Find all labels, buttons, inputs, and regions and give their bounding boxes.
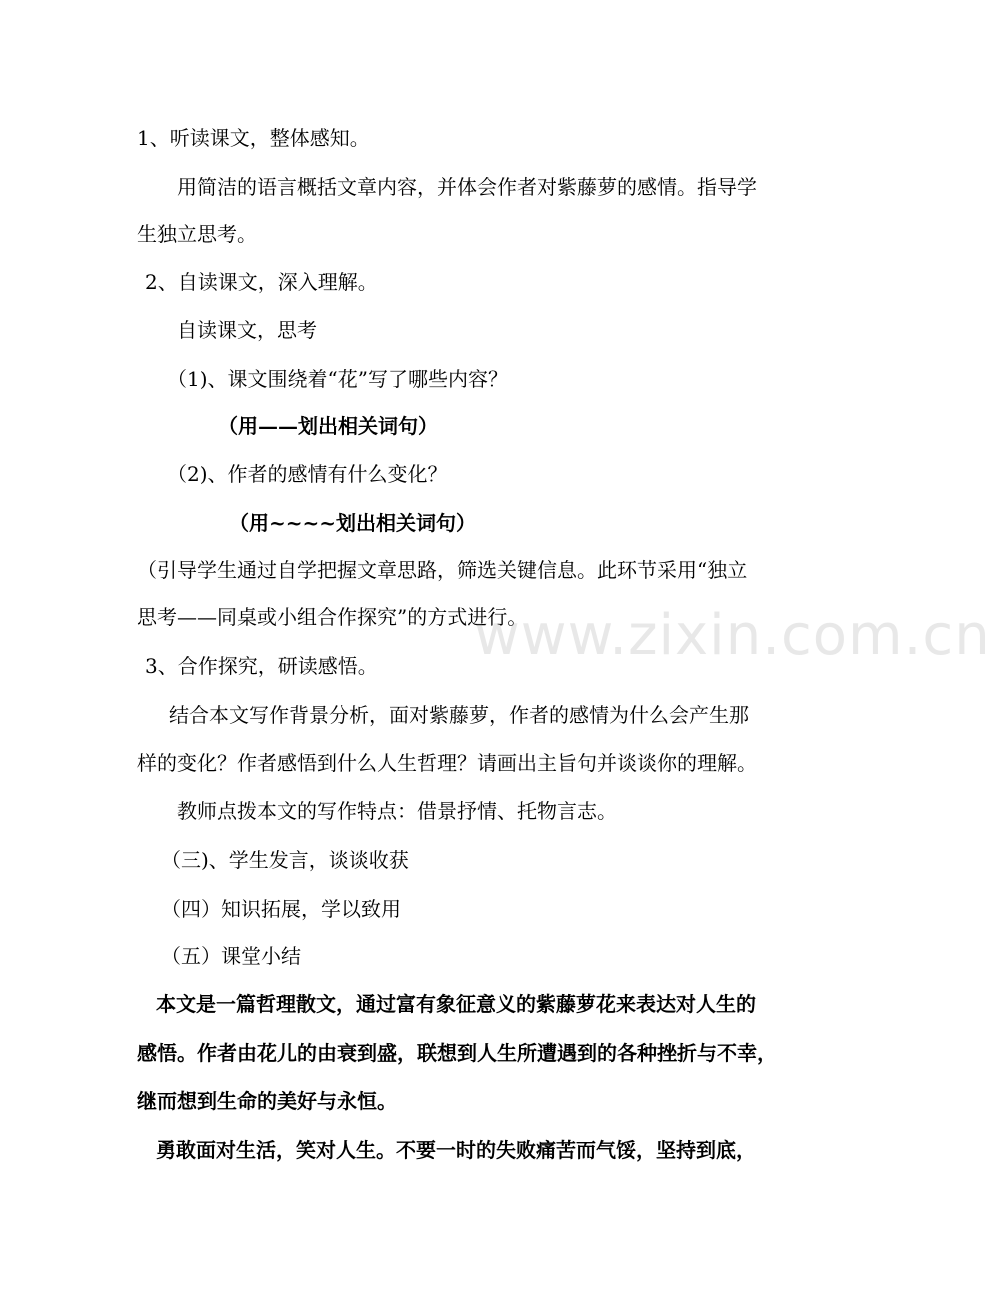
step-1-text-line-1: 用简洁的语言概括文章内容，并体会作者对紫藤萝的感情。指导学 xyxy=(177,175,757,199)
summary-line-2: 感悟。作者由花儿的由衰到盛，联想到人生所遭遇到的各种挫折与不幸， xyxy=(137,1041,777,1065)
section-3-heading: （三)、学生发言，谈谈收获 xyxy=(161,848,409,872)
section-4-heading: （四）知识拓展，学以致用 xyxy=(161,897,401,921)
step-1-heading: 1、听读课文，整体感知。 xyxy=(137,126,370,150)
step-3-text-line-1: 结合本文写作背景分析，面对紫藤萝，作者的感情为什么会产生那 xyxy=(169,703,749,727)
summary-line-3: 继而想到生命的美好与永恒。 xyxy=(137,1089,397,1113)
step-2-text: 自读课文，思考 xyxy=(177,318,317,342)
summary-line-1: 本文是一篇哲理散文，通过富有象征意义的紫藤萝花来表达对人生的 xyxy=(156,992,756,1016)
question-1-note: （用——划出相关词句） xyxy=(218,414,438,438)
question-1: （1)、课文围绕着“花”写了哪些内容？ xyxy=(167,367,508,391)
question-2-note: （用~~~~划出相关词句） xyxy=(229,511,477,535)
teacher-note: 教师点拨本文的写作特点：借景抒情、托物言志。 xyxy=(177,799,617,823)
question-2: （2)、作者的感情有什么变化？ xyxy=(167,462,448,486)
step-2-heading: 2、自读课文，深入理解。 xyxy=(145,270,378,294)
step-3-text-line-2: 样的变化？作者感悟到什么人生哲理？请画出主旨句并谈谈你的理解。 xyxy=(137,751,757,775)
watermark: www.zixin.com.cn xyxy=(474,603,991,668)
guidance-line-2: 思考——同桌或小组合作探究”的方式进行。 xyxy=(137,605,528,629)
step-3-heading: 3、合作探究，研读感悟。 xyxy=(145,654,378,678)
step-1-text-line-2: 生独立思考。 xyxy=(137,222,257,246)
summary-line-4: 勇敢面对生活，笑对人生。不要一时的失败痛苦而气馁，坚持到底， xyxy=(156,1138,756,1162)
guidance-line-1: （引导学生通过自学把握文章思路，筛选关键信息。此环节采用“独立 xyxy=(137,558,748,582)
section-5-heading: （五）课堂小结 xyxy=(161,944,301,968)
